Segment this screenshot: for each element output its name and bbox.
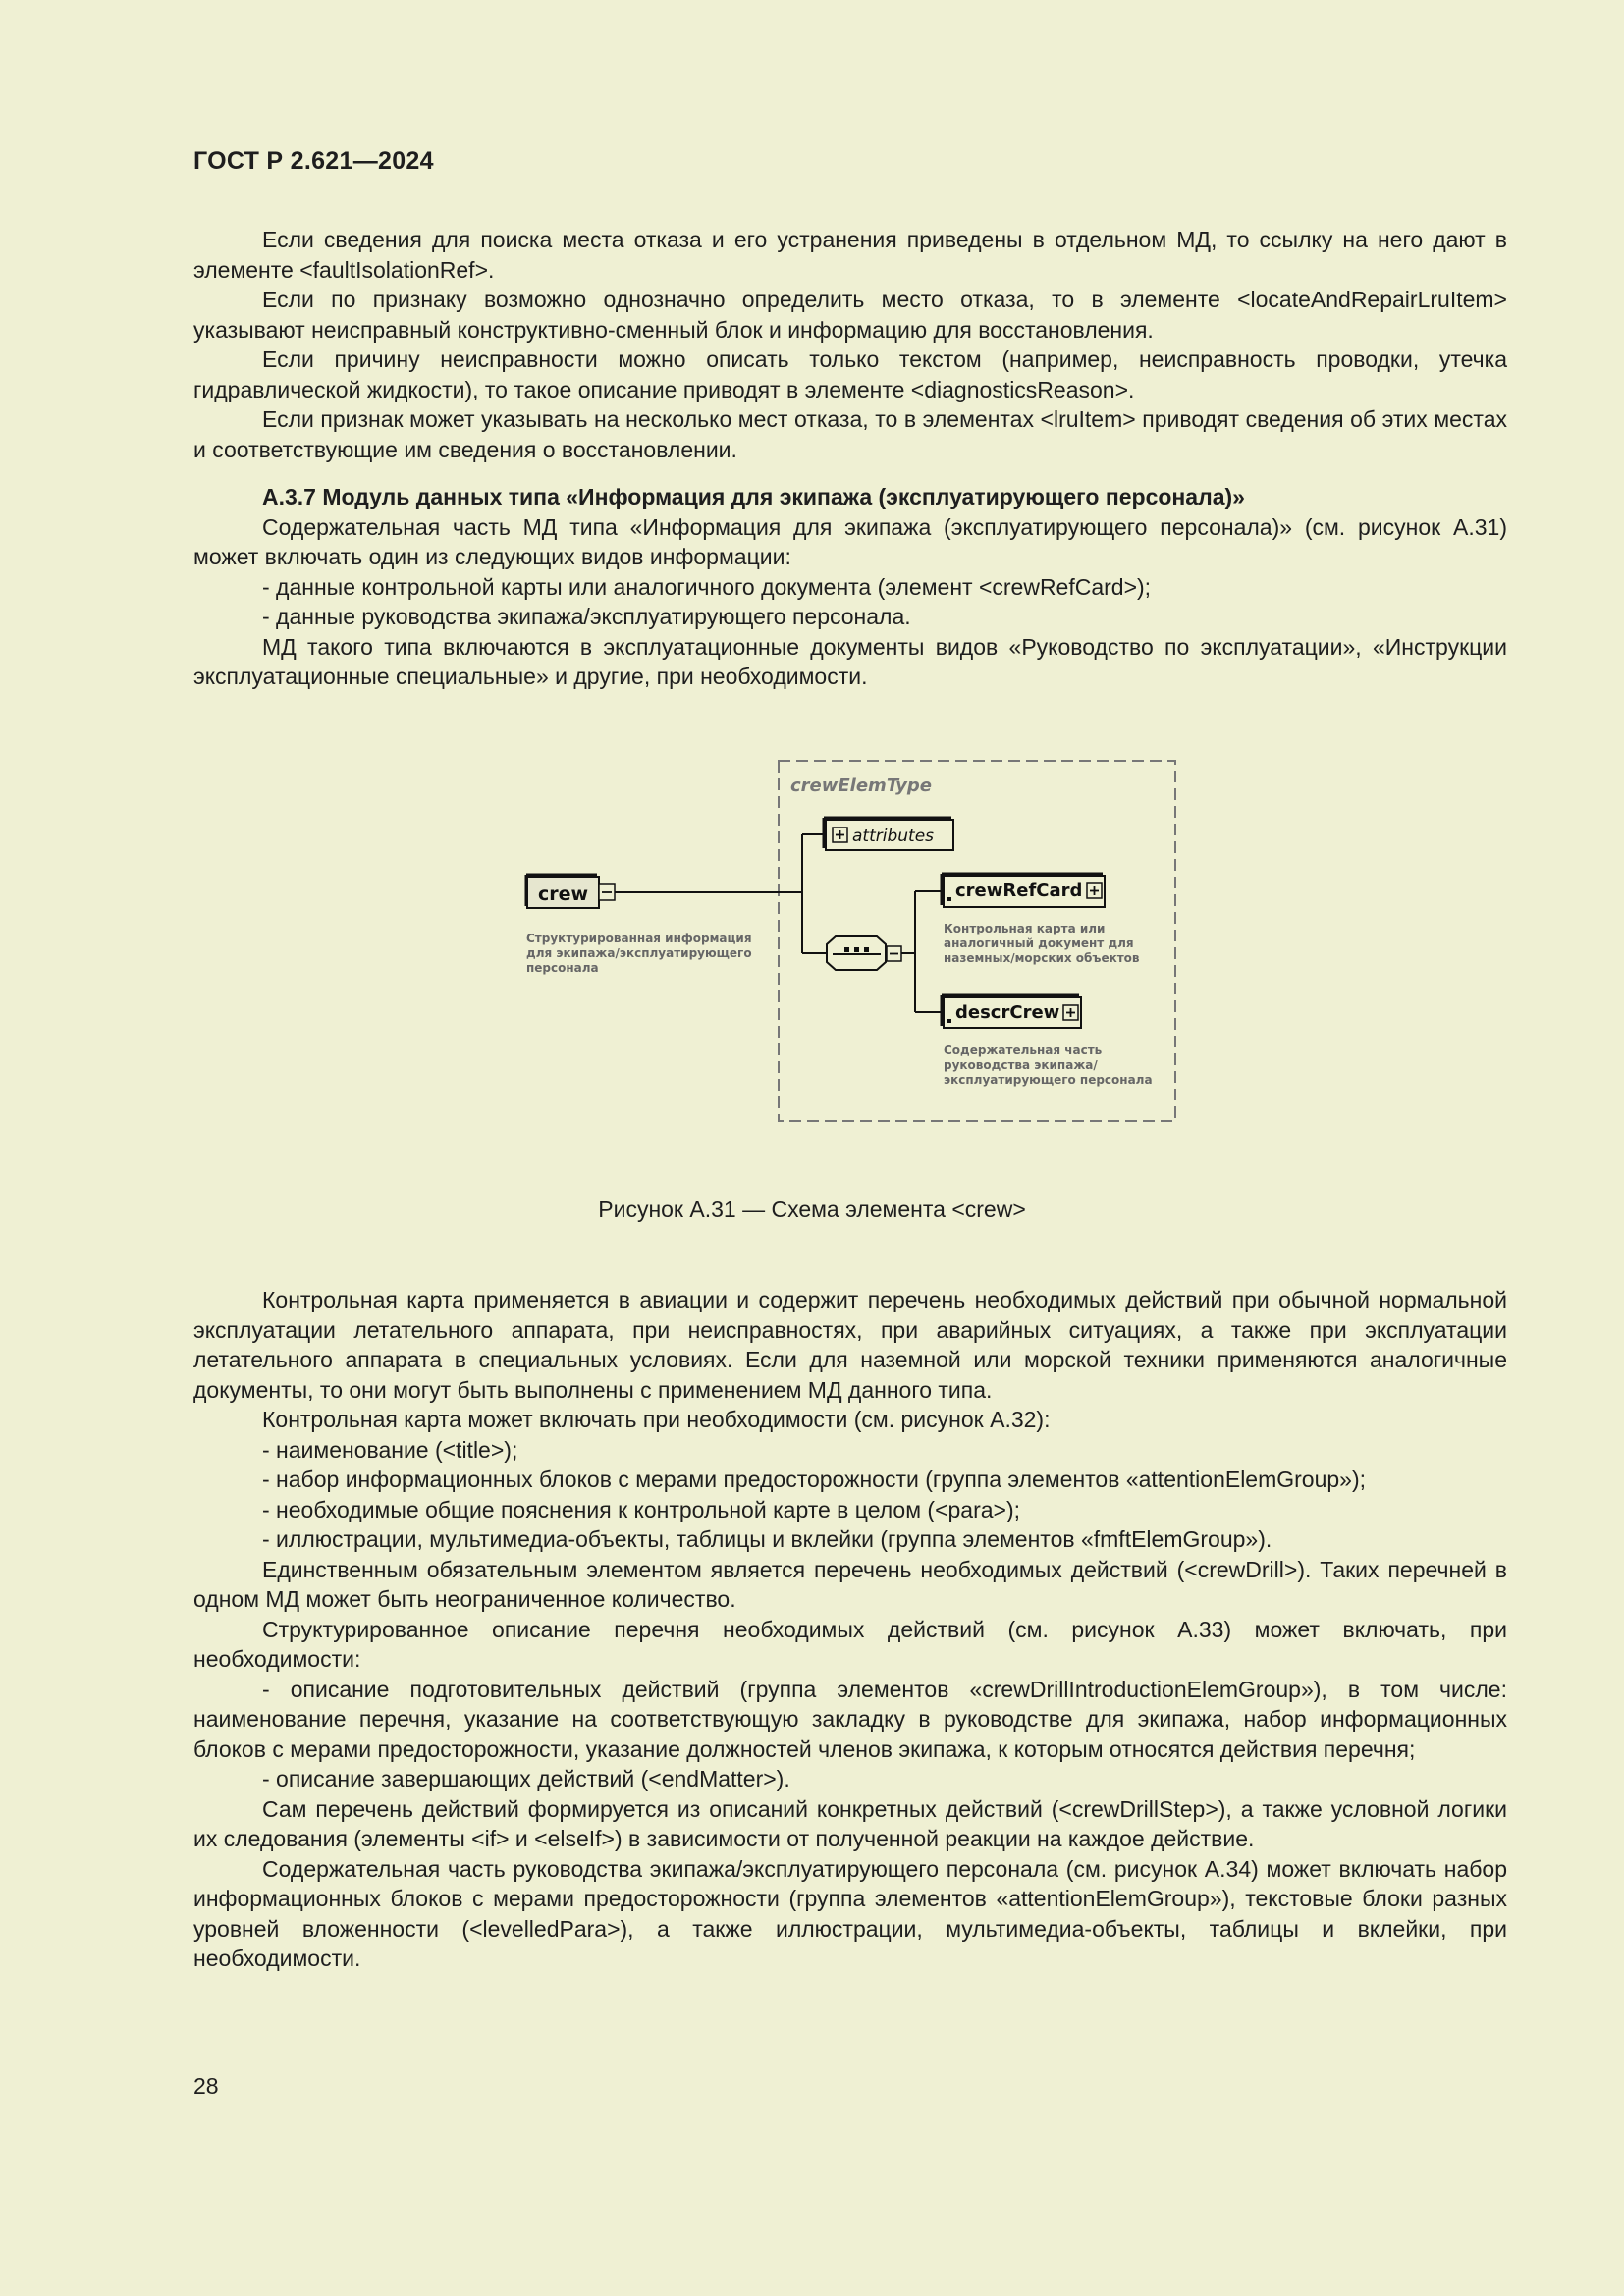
paragraph: Сам перечень действий формируется из описаний конкретных действий (<crewDrillStep>), а также условной логики их следования (элементы <if> и <elseIf>) в зависимости от полученной реакции на каждое действие. (193, 1795, 1507, 1851)
paragraph: Единственным обязательным элементом является перечень необходимых действий (<crewDrill>). Таких перечней в одном МД может быть неограниченное количество. (193, 1556, 1507, 1612)
list-item: - данные руководства экипажа/эксплуатирующего персонала. (262, 604, 911, 629)
descrcrew-description: Содержательная часть руководства экипажа/ эксплуатирующего персонала (944, 1043, 1153, 1087)
list-item: - описание подготовительных действий (группа элементов «crewDrillIntroductionElemGroup»), в том числе: наименование перечня, указание на соответствующую закладку в руководстве для экипажа, набор информационных блоков с мерами предосторожности, указание должностей членов экипажа, к которым относятся действия перечня; (193, 1676, 1507, 1762)
paragraph: Если по признаку возможно однозначно определить место отказа, то в элементе <locateAndRepairLruItem> указывают неисправный конструктивно-сменный блок и информацию для восстановления. (193, 287, 1507, 343)
figure-caption: Рисунок А.31 — Схема элемента <crew> (598, 1197, 1026, 1222)
paragraph: Контрольная карта может включать при необходимости (см. рисунок А.32): (262, 1407, 1051, 1432)
paragraph: Содержательная часть руководства экипажа/эксплуатирующего персонала (см. рисунок А.34) может включать набор информационных блоков с мерами предосторожности (группа элементов «attentionElemGroup»), текстовые блоки разных уровней вложенности (<levelledPara>), а также иллюстрации, мультимедиа-объекты, таблицы и вклейки, при необходимости. (193, 1855, 1507, 1971)
paragraph: Если признак может указывать на несколько мест отказа, то в элементах <lruItem> приводят сведения об этих местах и соответствующие им сведения о восстановлении. (193, 406, 1507, 462)
list-item: - необходимые общие пояснения к контрольной карте в целом (<para>); (262, 1496, 1021, 1522)
crewrefcard-description: Контрольная карта или аналогичный документ для наземных/морских объектов (944, 922, 1140, 965)
crewrefcard-label: crewRefCard (955, 881, 1083, 901)
document-code: ГОСТ Р 2.621—2024 (193, 147, 434, 175)
section-a37 (193, 482, 1507, 692)
type-name: crewElemType (790, 775, 932, 796)
figure-crew-schema (511, 746, 1198, 1139)
section-heading: А.3.7 Модуль данных типа «Информация для экипажа (эксплуатирующего персонала)» (262, 484, 1245, 509)
descrcrew-label: descrCrew (955, 1002, 1060, 1023)
crew-label: crew (538, 883, 589, 905)
paragraph: Контрольная карта применяется в авиации и содержит перечень необходимых действий при обычной нормальной эксплуатации летательного аппарата, при неисправностях, при аварийных ситуациях, а также при эксплуатации летательного аппарата в специальных условиях. Если для наземной или морской техники применяются аналогичные документы, то они могут быть выполнены с применением МД данного типа. (193, 1287, 1507, 1403)
list-item: - набор информационных блоков с мерами предосторожности (группа элементов «attentionElemGroup»); (262, 1467, 1367, 1492)
attributes-label: attributes (852, 827, 935, 846)
paragraph: Структурированное описание перечня необходимых действий (см. рисунок А.33) может включать, при необходимости: (193, 1616, 1507, 1672)
list-item: - наименование (<title>); (262, 1436, 518, 1463)
paragraph: Если причину неисправности можно описать только текстом (например, неисправность проводки, утечка гидравлической жидкости), то такое описание приводят в элементе <diagnosticsReason>. (193, 347, 1507, 402)
list-item: - описание завершающих действий (<endMatter>). (262, 1766, 790, 1791)
list-item: - иллюстрации, мультимедиа-объекты, таблицы и вклейки (группа элементов «fmftElemGroup»). (262, 1526, 1272, 1552)
page-number: 28 (193, 2073, 219, 2099)
crew-description: Структурированная информация для экипажа/эксплуатирующего персонала (526, 932, 752, 975)
paragraph: Содержательная часть МД типа «Информация для экипажа (эксплуатирующего персонала)» (см. рисунок А.31) может включать один из следующих видов информации: (193, 513, 1507, 569)
list-item: - данные контрольной карты или аналогичного документа (элемент <crewRefCard>); (262, 573, 1152, 600)
intro-text (193, 225, 1507, 464)
paragraph: Если сведения для поиска места отказа и его устранения приведены в отдельном МД, то ссылку на него дают в элементе <faultIsolationRef>. (193, 227, 1507, 283)
body-text (193, 1285, 1507, 1974)
paragraph: МД такого типа включаются в эксплуатационные документы видов «Руководство по эксплуатации», «Инструкции эксплуатационные специальные» и другие, при необходимости. (193, 633, 1507, 689)
